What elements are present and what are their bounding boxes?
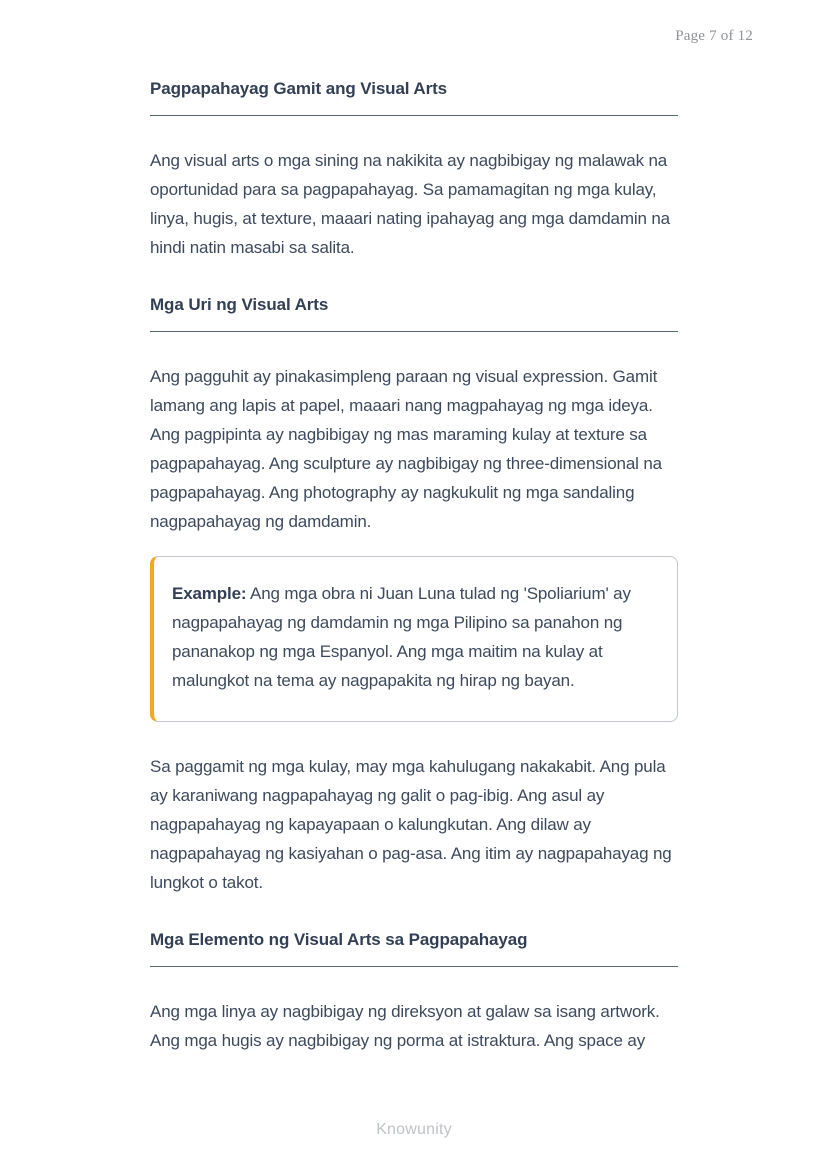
example-callout-box (150, 556, 678, 722)
paragraph-uri-ng-visual-arts: Ang pagguhit ay pinakasimpleng paraan ng visual expression. Gamit lamang ang lapis at papel, maaari nang magpahayag ng mga ideya. Ang pagpipinta ay nagbibigay ng mas maraming kulay at texture sa pagpapahayag. Ang sculpture ay nagbibigay ng three-dimensional na pagpapahayag. Ang photography ay nagkukulit ng mga sandaling nagpapahayag ng damdamin. (150, 367, 662, 531)
footer-brand-knowunity: Knowunity (376, 1121, 452, 1138)
document-content (150, 0, 678, 1055)
paragraph-kahulugan-ng-mga-kulay: Sa paggamit ng mga kulay, may mga kahulugang nakakabit. Ang pula ay karaniwang nagpapahayag ng galit o pag-ibig. Ang asul ay nagpapahayag ng kapayapaan o kalungkutan. Ang dilaw ay nagpapahayag ng kasiyahan o pag-asa. Ang itim ay nagpapahayag ng lungkot o takot. (150, 757, 672, 892)
section-heading-mga-elemento-ng-visual-arts: Mga Elemento ng Visual Arts sa Pagpapahayag (150, 929, 678, 967)
section-heading-mga-uri-ng-visual-arts: Mga Uri ng Visual Arts (150, 294, 678, 332)
example-label: Example: (172, 584, 247, 603)
paragraph-mga-elemento: Ang mga linya ay nagbibigay ng direksyon at galaw sa isang artwork. Ang mga hugis ay nagbibigay ng porma at istraktura. Ang space ay (150, 1002, 660, 1050)
example-text (172, 579, 657, 695)
paragraph-visual-arts-intro: Ang visual arts o mga sining na nakikita ay nagbibigay ng malawak na oportunidad para sa pagpapahayag. Sa pamamagitan ng mga kulay, linya, hugis, at texture, maaari nating ipahayag ang mga damdamin na hindi natin masabi sa salita. (150, 151, 670, 257)
example-body: Ang mga obra ni Juan Luna tulad ng 'Spoliarium' ay nagpapahayag ng damdamin ng mga Pilipino sa panahon ng pananakop ng mga Espanyol. Ang mga maitim na kulay at malungkot na tema ay nagpapakita ng hirap ng bayan. (172, 584, 631, 690)
page-number-indicator: Page 7 of 12 (675, 28, 753, 44)
section-heading-pagpapahayag-gamit-ang-visual-arts: Pagpapahayag Gamit ang Visual Arts (150, 78, 678, 116)
